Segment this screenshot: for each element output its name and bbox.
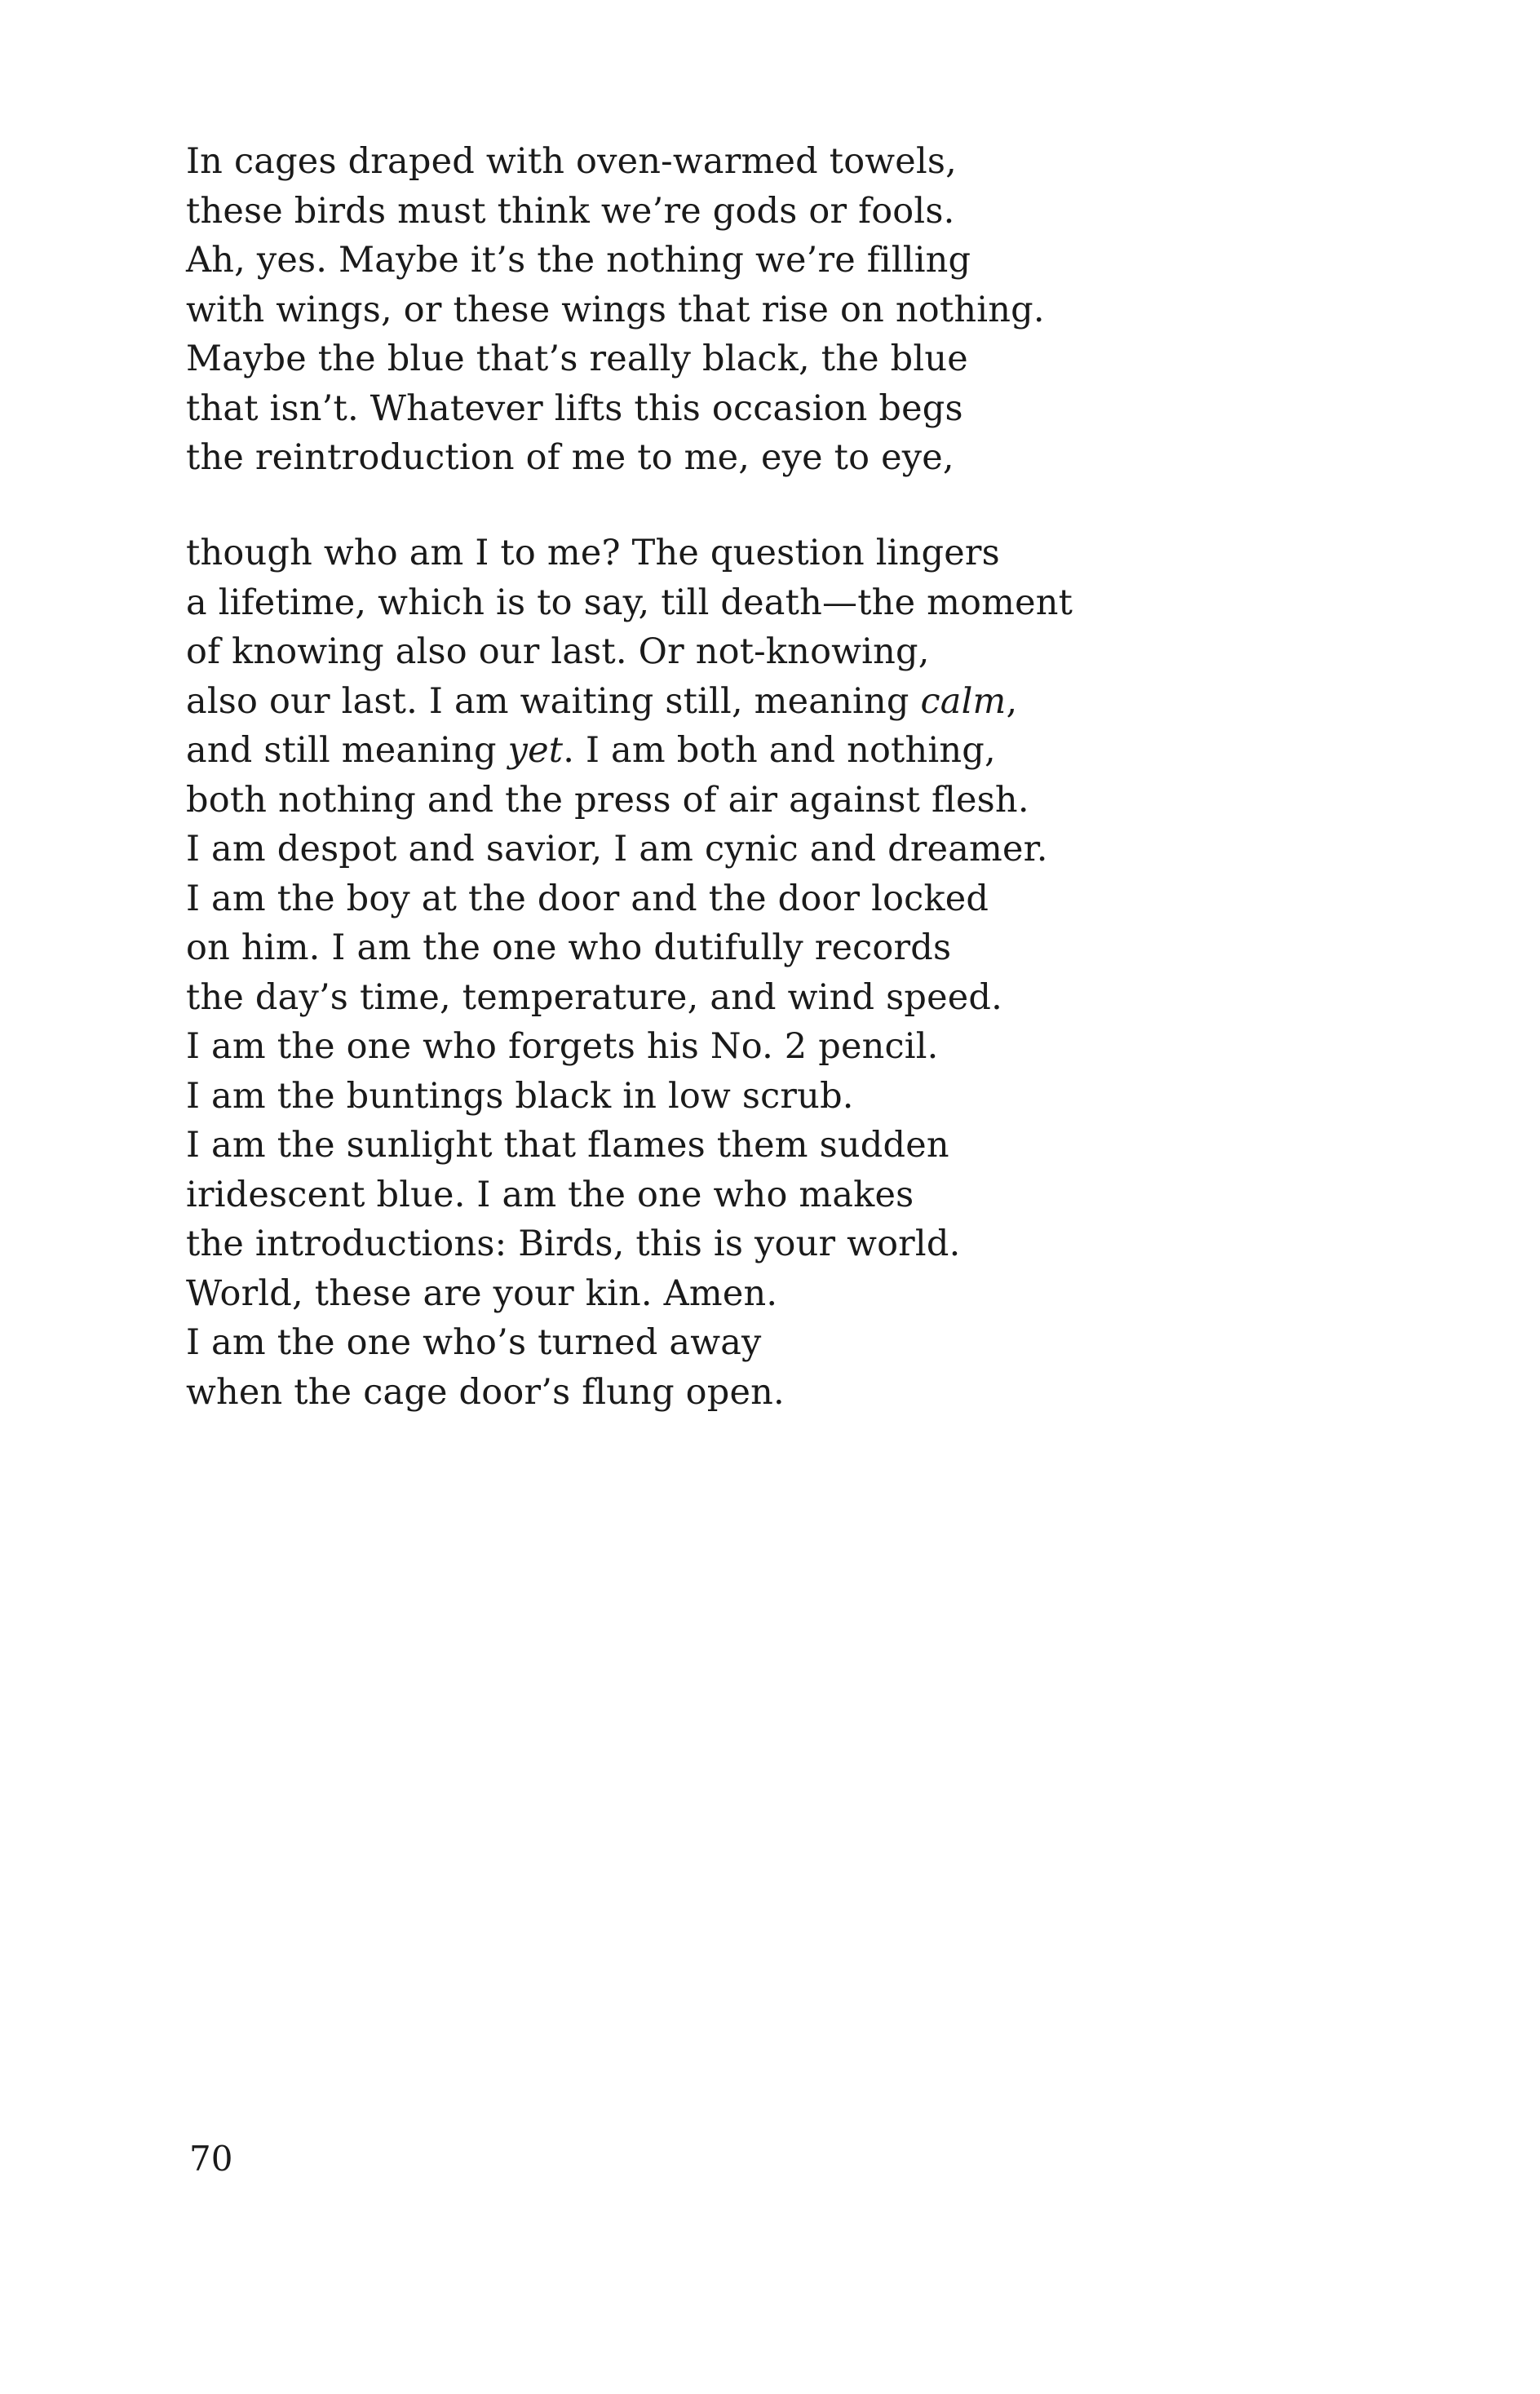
poem-line-text: also our last. I am waiting still, meaning: [186, 680, 921, 722]
poem-line: that isn’t. Whatever lifts this occasion begs: [186, 387, 963, 429]
poem-line: Maybe the blue that’s really black, the blue: [186, 339, 968, 379]
poem-line: I am the sunlight that flames them sudden: [186, 1125, 949, 1166]
poem-line: the day’s time, temperature, and wind speed.: [186, 976, 1002, 1018]
poem-line: I am the buntings black in low scrub.: [186, 1075, 854, 1117]
poem-line-text: and still meaning: [186, 730, 508, 771]
poem-line: a lifetime, which is to say, till death—the moment: [186, 582, 1073, 623]
poem-line: I am the one who forgets his No. 2 pencil.: [186, 1026, 939, 1067]
poem-line-text: ,: [1006, 680, 1018, 722]
poem-line: these birds must think we’re gods or fools.: [186, 190, 955, 232]
poem-line: with wings, or these wings that rise on nothing.: [186, 289, 1045, 330]
poem-line: both nothing and the press of air against flesh.: [186, 779, 1029, 821]
poem-line-text: . I am both and nothing,: [563, 730, 996, 771]
stanza-1: [186, 137, 1344, 483]
poem-line: iridescent blue. I am the one who makes: [186, 1174, 914, 1215]
poem-line: I am the boy at the door and the door locked: [186, 878, 989, 919]
poem-line: the reintroduction of me to me, eye to eye,: [186, 437, 954, 478]
italic-word: calm: [920, 680, 1007, 722]
poem-line: [186, 677, 1344, 727]
stanza-2: [186, 529, 1344, 1417]
poem-line: I am despot and savior, I am cynic and dreamer.: [186, 829, 1048, 870]
poem-line: though who am I to me? The question lingers: [186, 533, 1000, 573]
poem-line: when the cage door’s flung open.: [186, 1371, 785, 1413]
italic-word: yet: [507, 730, 564, 771]
poem-line: of knowing also our last. Or not-knowing,: [186, 631, 930, 672]
poem-line: World, these are your kin. Amen.: [186, 1272, 778, 1314]
poem-line: In cages draped with oven-warmed towels,: [186, 141, 958, 182]
poem-line: I am the one who’s turned away: [186, 1322, 762, 1363]
poem-line: the introductions: Birds, this is your world.: [186, 1224, 961, 1264]
poem-line: Ah, yes. Maybe it’s the nothing we’re filling: [186, 240, 971, 281]
poem-line: [186, 726, 1344, 776]
page-number: 70: [189, 2139, 233, 2179]
poem-line: on him. I am the one who dutifully records: [186, 927, 952, 968]
